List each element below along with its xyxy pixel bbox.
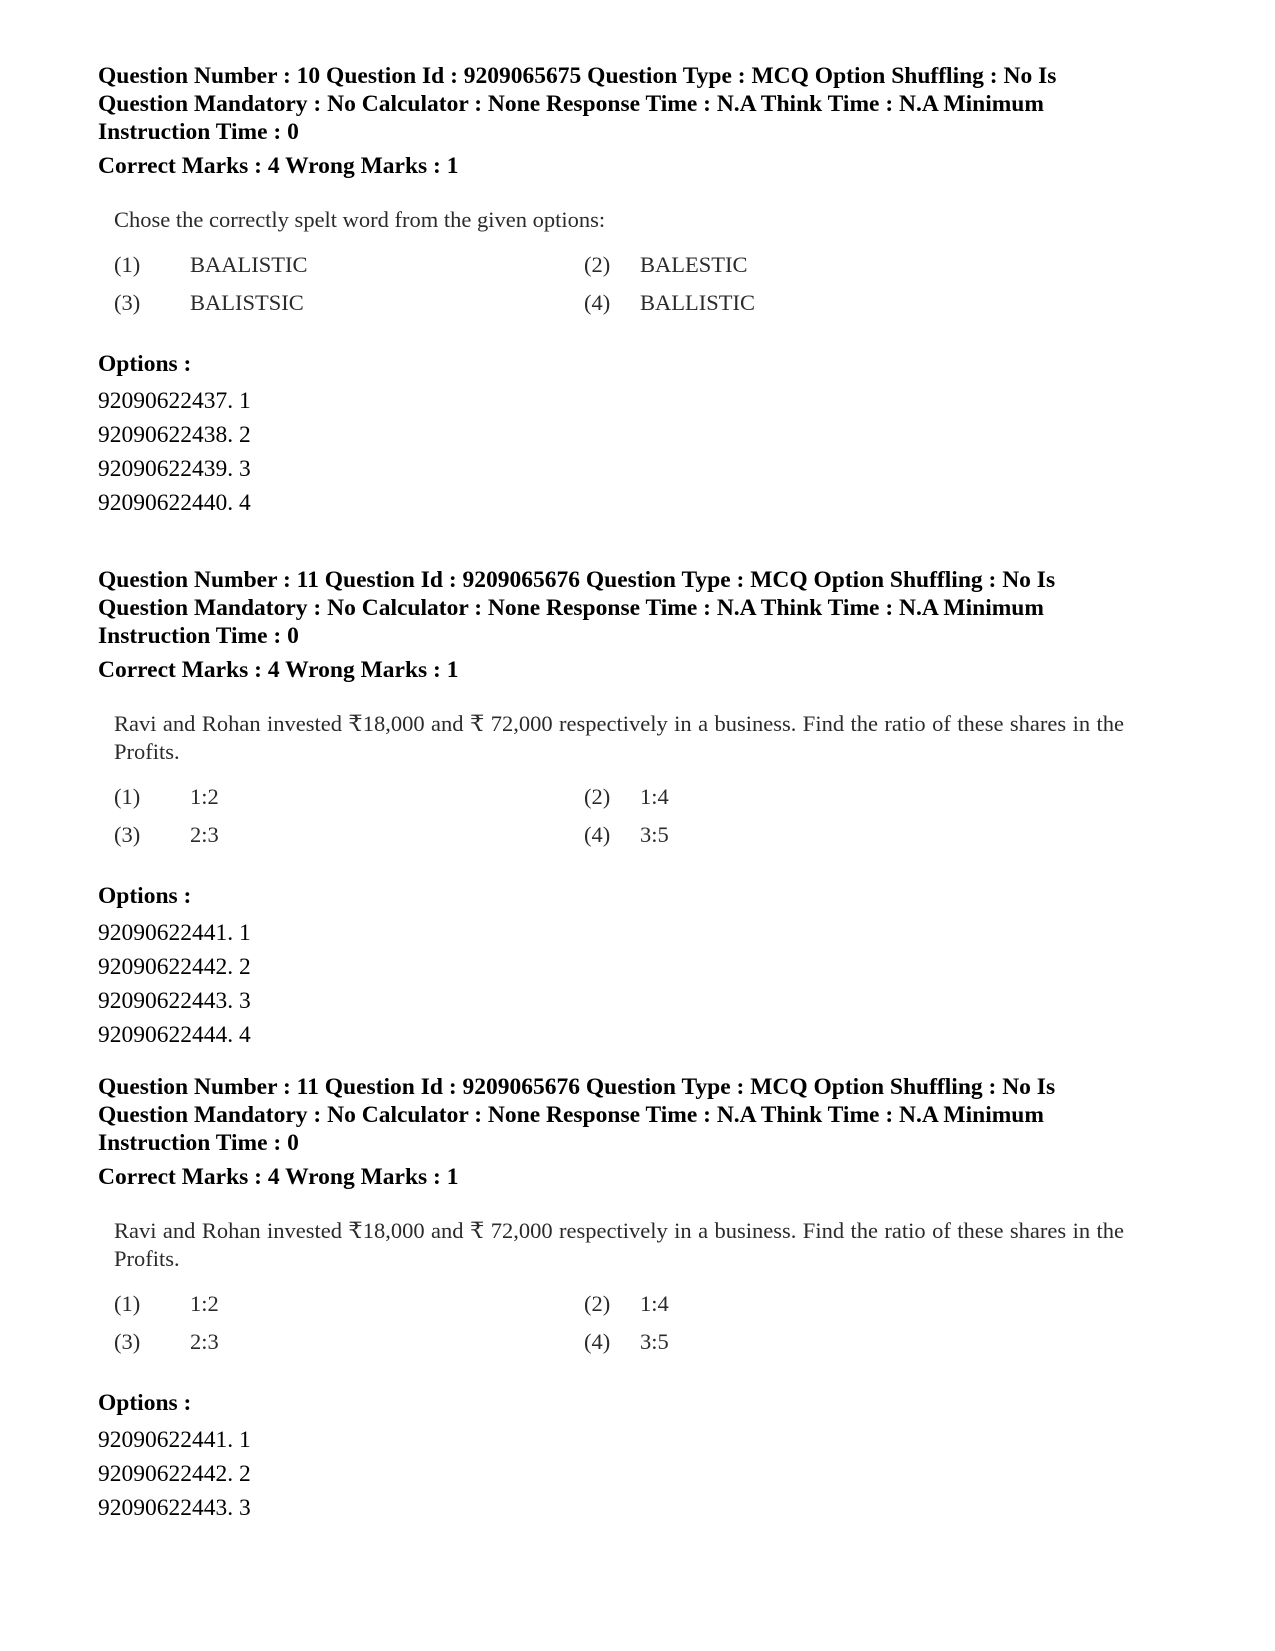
marks-line: Correct Marks : 4 Wrong Marks : 1 <box>98 1164 459 1190</box>
options-list <box>98 916 1178 1052</box>
choice-item <box>114 1329 584 1355</box>
marks-line: Correct Marks : 4 Wrong Marks : 1 <box>98 153 459 179</box>
question-stem: Ravi and Rohan invested ₹18,000 and ₹ 72,000 respectively in a business. Find the ratio of these shares in the Profits. <box>114 711 1124 764</box>
choice-text: BALISTSIC <box>190 290 304 315</box>
options-label: Options : <box>98 1390 192 1416</box>
option-item: 92090622437. 1 <box>98 388 251 414</box>
choice-number: (4) <box>584 290 611 315</box>
question-image <box>114 710 1124 854</box>
options-label: Options : <box>98 883 192 909</box>
choice-item <box>114 784 584 810</box>
choice-item <box>584 1291 1054 1317</box>
choice-grid <box>114 1285 1124 1361</box>
choice-text: 2:3 <box>190 822 219 847</box>
option-item: 92090622439. 3 <box>98 456 251 482</box>
choice-text: 1:2 <box>190 1291 219 1316</box>
choice-item <box>114 822 584 848</box>
choice-item <box>114 252 584 278</box>
choice-number: (1) <box>114 784 141 809</box>
choice-number: (3) <box>114 822 141 847</box>
choice-number: (2) <box>584 784 611 809</box>
choice-item <box>114 1291 584 1317</box>
question-meta-line: Question Number : 11 Question Id : 9209065676 Question Type : MCQ Option Shuffling : No Is <box>98 1074 1056 1100</box>
options-list <box>98 1423 1178 1525</box>
question-meta-line: Question Number : 10 Question Id : 9209065675 Question Type : MCQ Option Shuffling : No Is <box>98 63 1057 89</box>
choice-text: 3:5 <box>640 822 669 847</box>
question-image <box>114 1217 1124 1361</box>
option-item: 92090622441. 1 <box>98 1427 251 1453</box>
options-label: Options : <box>98 351 192 377</box>
option-item: 92090622442. 2 <box>98 1461 251 1487</box>
choice-text: 1:4 <box>640 784 669 809</box>
question-image <box>114 206 1124 322</box>
choice-item <box>114 290 584 316</box>
choice-text: 3:5 <box>640 1329 669 1354</box>
question-meta <box>98 62 1178 146</box>
choice-grid <box>114 246 1124 322</box>
choice-text: BALLISTIC <box>640 290 755 315</box>
question-meta-line: Instruction Time : 0 <box>98 623 299 649</box>
choice-number: (4) <box>584 1329 611 1354</box>
option-item: 92090622443. 3 <box>98 988 251 1014</box>
choice-item <box>584 1329 1054 1355</box>
question-block <box>98 62 1178 520</box>
option-item: 92090622441. 1 <box>98 920 251 946</box>
choice-row <box>114 816 1124 854</box>
question-meta-line: Question Mandatory : No Calculator : None Response Time : N.A Think Time : N.A Minimum <box>98 1102 1044 1128</box>
choice-item <box>584 290 1054 316</box>
question-stem: Ravi and Rohan invested ₹18,000 and ₹ 72,000 respectively in a business. Find the ratio of these shares in the Profits. <box>114 1218 1124 1271</box>
option-item: 92090622443. 3 <box>98 1495 251 1521</box>
choice-number: (2) <box>584 252 611 277</box>
question-meta-line: Instruction Time : 0 <box>98 1130 299 1156</box>
choice-text: 1:4 <box>640 1291 669 1316</box>
option-item: 92090622442. 2 <box>98 954 251 980</box>
question-meta-line: Question Mandatory : No Calculator : None Response Time : N.A Think Time : N.A Minimum <box>98 91 1044 117</box>
choice-row <box>114 246 1124 284</box>
question-block <box>98 566 1178 1052</box>
choice-number: (3) <box>114 1329 141 1354</box>
choice-number: (1) <box>114 252 141 277</box>
choice-number: (3) <box>114 290 141 315</box>
choice-row <box>114 284 1124 322</box>
option-item: 92090622440. 4 <box>98 490 251 516</box>
choice-row <box>114 778 1124 816</box>
question-meta <box>98 1073 1178 1157</box>
question-meta <box>98 566 1178 650</box>
choice-row <box>114 1285 1124 1323</box>
choice-number: (2) <box>584 1291 611 1316</box>
question-meta-line: Question Mandatory : No Calculator : None Response Time : N.A Think Time : N.A Minimum <box>98 595 1044 621</box>
choice-number: (1) <box>114 1291 141 1316</box>
choice-text: BAALISTIC <box>190 252 308 277</box>
choice-item <box>584 822 1054 848</box>
choice-text: BALESTIC <box>640 252 748 277</box>
question-stem: Chose the correctly spelt word from the given options: <box>114 207 606 232</box>
choice-item <box>584 784 1054 810</box>
question-block <box>98 1073 1178 1525</box>
question-meta-line: Question Number : 11 Question Id : 9209065676 Question Type : MCQ Option Shuffling : No Is <box>98 567 1056 593</box>
choice-row <box>114 1323 1124 1361</box>
choice-text: 2:3 <box>190 1329 219 1354</box>
choice-grid <box>114 778 1124 854</box>
question-meta-line: Instruction Time : 0 <box>98 119 299 145</box>
marks-line: Correct Marks : 4 Wrong Marks : 1 <box>98 657 459 683</box>
option-item: 92090622444. 4 <box>98 1022 251 1048</box>
options-list <box>98 384 1178 520</box>
choice-number: (4) <box>584 822 611 847</box>
option-item: 92090622438. 2 <box>98 422 251 448</box>
choice-item <box>584 252 1054 278</box>
choice-text: 1:2 <box>190 784 219 809</box>
